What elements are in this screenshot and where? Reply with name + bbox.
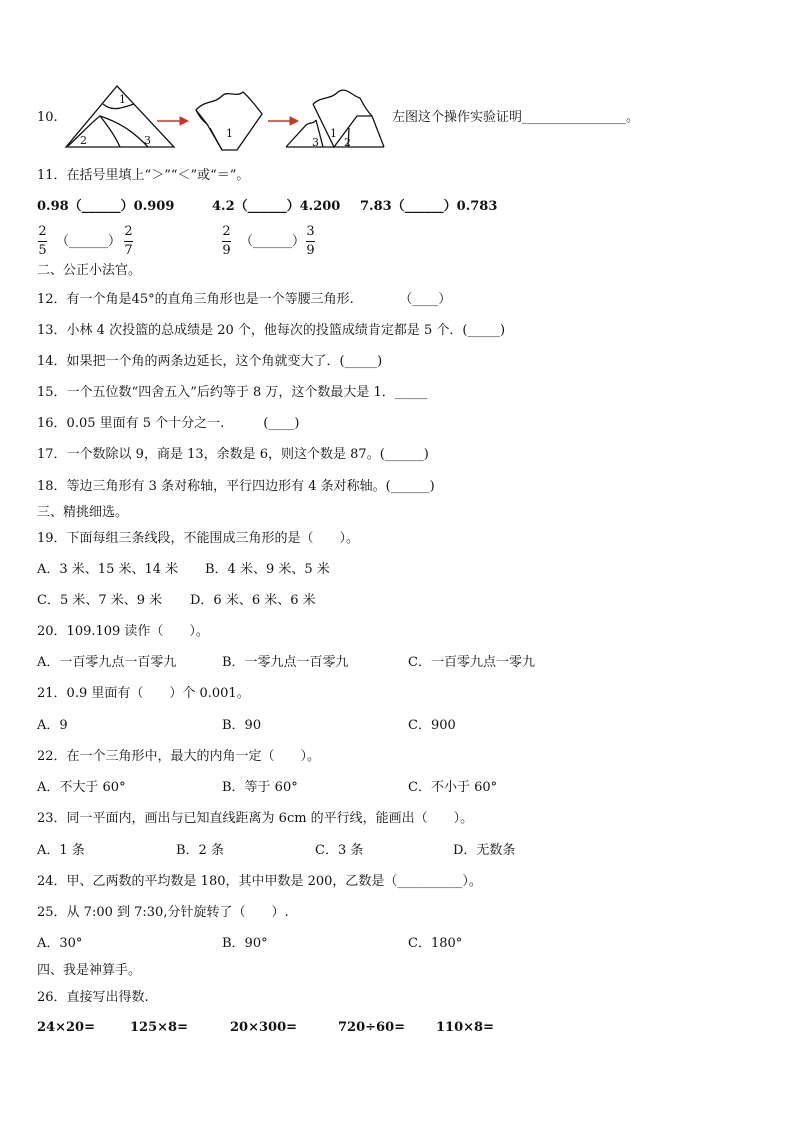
q11-item-3: 7.83（______）0.783: [360, 199, 498, 214]
q10-figure: [0, 0, 794, 160]
fig-label-step-1: 1: [226, 127, 233, 140]
q22-option-b: B．等于 60°: [222, 780, 298, 795]
q26-item-3: 20×300=: [230, 1020, 298, 1035]
q23-option-d: D．无数条: [453, 843, 516, 858]
q22-stem: 22．在一个三角形中，最大的内角一定（ ）。: [37, 749, 321, 764]
q19-option-a: A．3 米、15 米、14 米: [37, 562, 179, 577]
q26-item-2: 125×8=: [130, 1020, 188, 1035]
q24: 24．甲、乙两数的平均数是 180，其中甲数是 200，乙数是（__________）。: [37, 874, 482, 889]
q19-option-c: C．5 米、7 米、9 米: [37, 593, 163, 608]
section-4-heading: 四、我是神算手。: [37, 963, 142, 978]
q25-stem: 25．从 7:00 到 7:30,分针旋转了（ ）.: [37, 905, 289, 920]
q26-item-5: 110×8=: [436, 1020, 494, 1035]
q26-stem: 26．直接写出得数.: [37, 990, 149, 1005]
fig-label-3: 3: [144, 134, 151, 147]
q20-option-b: B．一零九点一百零九: [222, 655, 349, 670]
q11-frac-blank-2: （______）: [240, 234, 306, 249]
fig-label-1: 1: [119, 93, 126, 106]
q12: 12．有一个角是45°的直角三角形也是一个等腰三角形. （____）: [37, 292, 452, 307]
q14: 14．如果把一个角的两条边延长，这个角就变大了．(_____): [37, 354, 383, 369]
q20-option-a: A．一百零九点一百零九: [37, 655, 177, 670]
q15: 15．一个五位数“四舍五入”后约等于 8 万，这个数最大是 1．_____: [37, 385, 428, 400]
section-3-heading: 三、精挑细选。: [37, 505, 129, 520]
q11-frac-blank-1: （______）: [56, 234, 122, 249]
fraction-3-9: 3 9: [306, 224, 315, 258]
q23-stem: 23．同一平面内，画出与已知直线距离为 6cm 的平行线，能画出（ ）。: [37, 811, 474, 826]
q20-option-c: C．一百零九点一零九: [408, 655, 535, 670]
q23-option-a: A．1 条: [37, 843, 85, 858]
q19-stem: 19．下面每组三条线段，不能围成三角形的是（ ）。: [37, 531, 360, 546]
q22-option-c: C．不小于 60°: [408, 780, 498, 795]
q18: 18．等边三角形有 3 条对称轴，平行四边形有 4 条对称轴。(______): [37, 479, 435, 494]
fig-label-2: 2: [80, 134, 87, 147]
q25-option-c: C．180°: [408, 936, 463, 951]
q21-option-b: B．90: [222, 718, 262, 733]
q23-option-b: B．2 条: [176, 843, 224, 858]
arrow-1: [157, 117, 188, 125]
q26-item-1: 24×20=: [37, 1020, 95, 1035]
q13: 13．小林 4 次投篮的总成绩是 20 个，他每次的投篮成绩肯定都是 5 个．(_____): [37, 323, 506, 338]
q11-title: 11．在括号里填上“＞”“＜”或“＝”。: [37, 168, 250, 183]
fraction-2-9: 2 9: [222, 224, 231, 258]
q23-option-c: C．3 条: [315, 843, 364, 858]
q16: 16．0.05 里面有 5 个十分之一. (____): [37, 416, 300, 431]
q10-number: 10.: [37, 110, 58, 125]
fig-label-a2: 2: [344, 136, 351, 149]
q25-option-a: A．30°: [37, 936, 83, 951]
q19-option-d: D．6 米、6 米、6 米: [190, 593, 316, 608]
fig-label-a3: 3: [312, 136, 319, 149]
q21-option-c: C．900: [408, 718, 456, 733]
q21-stem: 21．0.9 里面有（ ）个 0.001。: [37, 686, 250, 701]
arrow-2: [268, 117, 298, 125]
q22-option-a: A．不大于 60°: [37, 780, 126, 795]
fraction-2-7: 2 7: [124, 224, 133, 258]
q21-option-a: A．9: [37, 718, 68, 733]
q11-item-1: 0.98（______）0.909: [37, 199, 175, 214]
q20-stem: 20．109.109 读作（ ）。: [37, 624, 209, 639]
fig-label-a1: 1: [330, 127, 337, 140]
fraction-2-5: 2 5: [38, 224, 47, 258]
section-2-heading: 二、公正小法官。: [37, 263, 142, 278]
q17: 17．一个数除以 9，商是 13，余数是 6，则这个数是 87。(______): [37, 447, 429, 462]
q19-option-b: B．4 米、9 米、5 米: [205, 562, 330, 577]
q10-text: 左图这个操作实验证明________________。: [392, 110, 640, 125]
q26-item-4: 720÷60=: [338, 1020, 406, 1035]
q25-option-b: B．90°: [222, 936, 268, 951]
q11-item-2: 4.2（______）4.200: [212, 199, 341, 214]
